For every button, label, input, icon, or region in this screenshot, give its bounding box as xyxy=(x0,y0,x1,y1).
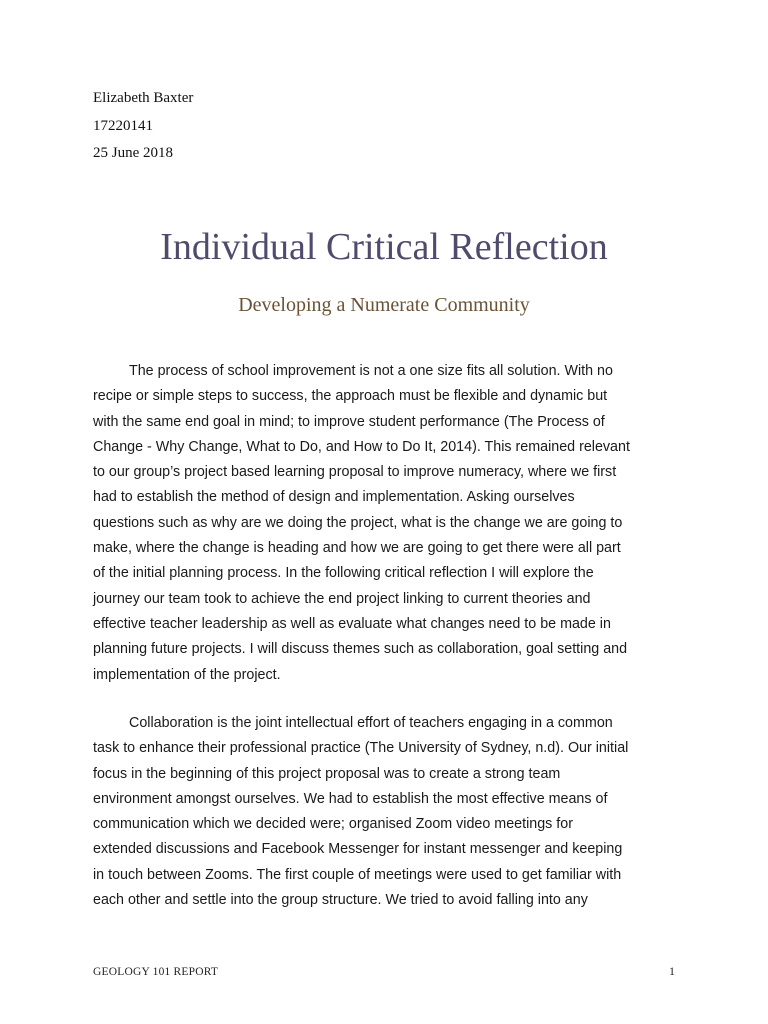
document-date: 25 June 2018 xyxy=(93,145,173,161)
author-name: Elizabeth Baxter xyxy=(93,90,194,106)
paragraph-line: focus in the beginning of this project proposal was to create a strong team xyxy=(93,765,561,782)
page-title: Individual Critical Reflection xyxy=(160,226,608,268)
paragraph-line: recipe or simple steps to success, the approach must be flexible and dynamic but xyxy=(93,388,608,405)
paragraph-line: The process of school improvement is not a one size fits all solution. With no xyxy=(129,363,613,379)
paragraph-line: of the initial planning process. In the following critical reflection I will explore the xyxy=(93,565,594,582)
page-subtitle: Developing a Numerate Community xyxy=(238,294,530,316)
running-footer: GEOLOGY 101 REPORT xyxy=(93,966,219,978)
author-block xyxy=(93,85,193,168)
paragraph-line: Change - Why Change, What to Do, and How to Do It, 2014). This remained relevant xyxy=(93,438,630,455)
paragraph-line: make, where the change is heading and how we are going to get there were all part xyxy=(93,540,621,557)
paragraph-line: effective teacher leadership as well as evaluate what changes need to be made in xyxy=(93,615,611,632)
paragraph-line: task to enhance their professional practice (The University of Sydney, n.d). Our initial xyxy=(93,740,629,757)
paragraph-line: questions such as why are we doing the project, what is the change we are going to xyxy=(93,514,623,531)
paragraph-2 xyxy=(93,711,683,913)
paragraph-line: extended discussions and Facebook Messenger for instant messenger and keeping xyxy=(93,841,623,858)
paragraph-line: Collaboration is the joint intellectual effort of teachers engaging in a common xyxy=(129,715,613,731)
paragraph-line: to our group’s project based learning proposal to improve numeracy, where we first xyxy=(93,464,617,481)
paragraph-line: planning future projects. I will discuss themes such as collaboration, goal setting and xyxy=(93,641,628,658)
paragraph-line: implementation of the project. xyxy=(93,666,281,683)
paragraph-line: environment amongst ourselves. We had to establish the most effective means of xyxy=(93,790,608,807)
paragraph-line: communication which we decided were; organised Zoom video meetings for xyxy=(93,816,573,833)
paragraph-line: had to establish the method of design and implementation. Asking ourselves xyxy=(93,489,575,506)
paragraph-line: each other and settle into the group structure. We tried to avoid falling into any xyxy=(93,892,588,909)
paragraph-line: with the same end goal in mind; to improve student performance (The Process of xyxy=(93,413,605,430)
paragraph-line: in touch between Zooms. The first couple of meetings were used to get familiar with xyxy=(93,866,622,883)
student-id: 17220141 xyxy=(93,117,153,134)
paragraph-line: journey our team took to achieve the end project linking to current theories and xyxy=(93,590,591,607)
page-number: 1 xyxy=(669,964,675,978)
paragraph-1 xyxy=(93,359,683,688)
